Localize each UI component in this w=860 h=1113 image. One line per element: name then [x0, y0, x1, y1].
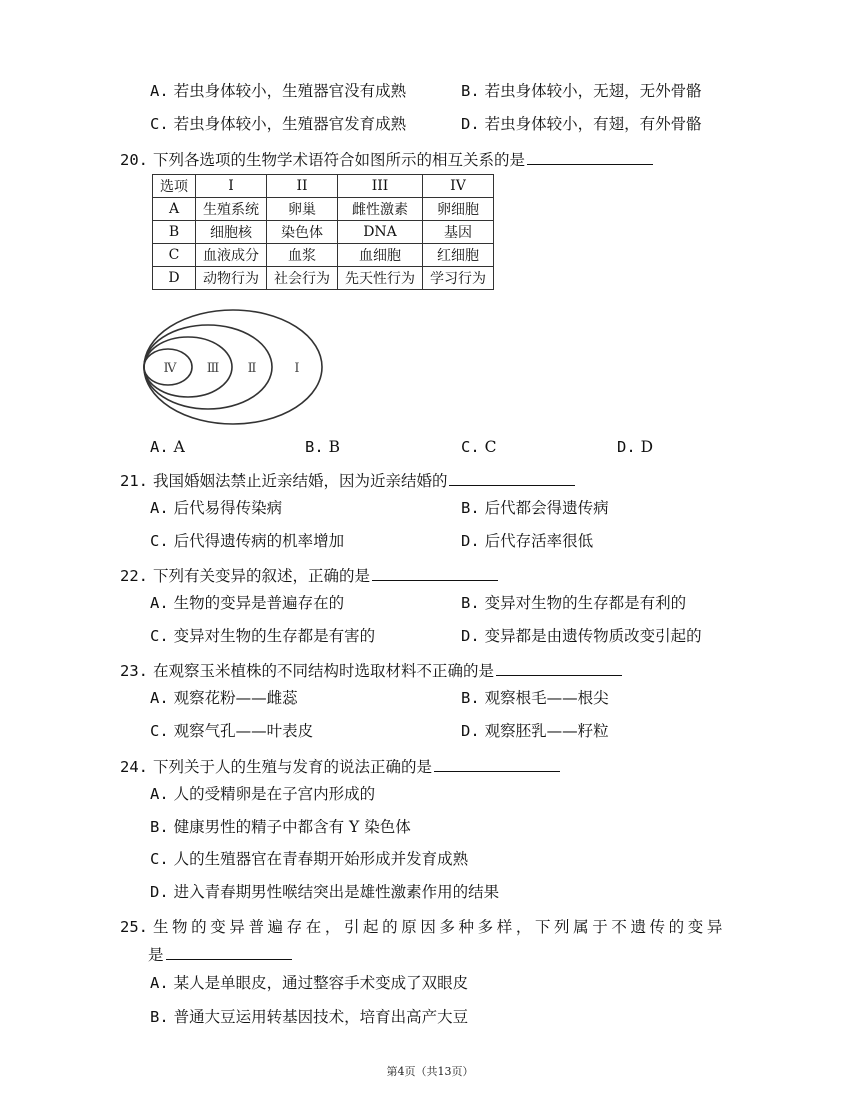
- label-iv: Ⅳ: [163, 361, 177, 376]
- answer-blank: [166, 943, 292, 960]
- q19-option-c: C. 若虫身体较小，生殖器官发育成熟: [150, 115, 407, 133]
- label-ii: Ⅱ: [247, 361, 257, 376]
- q22-stem: 22. 下列有关变异的叙述，正确的是: [120, 564, 498, 587]
- table-header-row: [153, 175, 494, 198]
- q24-option-c: C. 人的生殖器官在青春期开始形成并发育成熟: [150, 850, 469, 868]
- q23-option-a: A. 观察花粉——雌蕊: [150, 689, 298, 707]
- q19-option-d-text: 若虫身体较小，有翅，有外骨骼: [484, 115, 702, 133]
- q20-option-d: D. D: [617, 438, 654, 456]
- table-row: C 血液成分 血浆 血细胞 红细胞: [153, 244, 494, 267]
- question-number: 24.: [120, 758, 148, 776]
- answer-blank: [496, 659, 622, 676]
- question-number: 21.: [120, 472, 148, 490]
- q22-option-a: A. 生物的变异是普遍存在的: [150, 594, 345, 612]
- q20-option-c: C. C: [461, 438, 497, 456]
- q20-table: [152, 174, 494, 290]
- q22-option-d: D. 变异都是由遗传物质改变引起的: [461, 627, 702, 645]
- q25-option-b: B. 普通大豆运用转基因技术，培育出高产大豆: [150, 1008, 469, 1026]
- table-header: IV: [423, 175, 494, 198]
- q25-stem-line2: 是: [148, 943, 292, 966]
- label-iii: Ⅲ: [206, 361, 220, 376]
- q19-option-d: D. 若虫身体较小，有翅，有外骨骼: [461, 115, 702, 133]
- nested-ellipse-diagram: [140, 305, 330, 430]
- answer-blank: [449, 469, 575, 486]
- q25-stem-line1: 25. 生物的变异普遍存在，引起的原因多种多样，下列属于不遗传的变异: [120, 918, 726, 936]
- answer-blank: [527, 148, 653, 165]
- q25-option-a: A. 某人是单眼皮，通过整容手术变成了双眼皮: [150, 974, 469, 992]
- table-header: 选项: [153, 175, 196, 198]
- label-i: Ⅰ: [294, 361, 300, 376]
- q19-option-b-text: 若虫身体较小，无翅，无外骨骼: [484, 82, 702, 100]
- table-row: A 生殖系统 卵巢 雌性激素 卵细胞: [153, 198, 494, 221]
- q24-option-a: A. 人的受精卵是在子宫内形成的: [150, 785, 376, 803]
- q23-option-d: D. 观察胚乳——籽粒: [461, 722, 609, 740]
- q20-option-b: B. B: [305, 438, 340, 456]
- q20-option-a: A. A: [150, 438, 185, 456]
- q22-option-b: B. 变异对生物的生存都是有利的: [461, 594, 687, 612]
- table-row: D 动物行为 社会行为 先天性行为 学习行为: [153, 267, 494, 290]
- q21-option-b: B. 后代都会得遗传病: [461, 499, 609, 517]
- question-number: 22.: [120, 567, 148, 585]
- question-number: 25.: [120, 918, 148, 936]
- q24-option-b: B. 健康男性的精子中都含有 Y 染色体: [150, 818, 411, 836]
- q24-option-d: D. 进入青春期男性喉结突出是雄性激素作用的结果: [150, 883, 500, 901]
- answer-blank: [434, 755, 560, 772]
- q22-option-c: C. 变异对生物的生存都是有害的: [150, 627, 376, 645]
- page-footer: 第4页（共13页）: [386, 1065, 474, 1078]
- q19-option-b: B. 若虫身体较小，无翅，无外骨骼: [461, 82, 702, 100]
- q23-stem: 23. 在观察玉米植株的不同结构时选取材料不正确的是: [120, 659, 622, 682]
- table-header: I: [196, 175, 267, 198]
- table-header: II: [267, 175, 338, 198]
- q23-option-b: B. 观察根毛——根尖: [461, 689, 609, 707]
- q20-stem: 20. 下列各选项的生物学术语符合如图所示的相互关系的是: [120, 148, 653, 171]
- table-row: B 细胞核 染色体 DNA 基因: [153, 221, 494, 244]
- q24-stem: 24. 下列关于人的生殖与发育的说法正确的是: [120, 755, 560, 778]
- table-header: III: [338, 175, 423, 198]
- q19-option-c-text: 若虫身体较小，生殖器官发育成熟: [173, 115, 407, 133]
- question-number: 23.: [120, 662, 148, 680]
- answer-blank: [372, 564, 498, 581]
- q23-option-c: C. 观察气孔——叶表皮: [150, 722, 314, 740]
- q21-stem: 21. 我国婚姻法禁止近亲结婚，因为近亲结婚的: [120, 469, 575, 492]
- q21-option-c: C. 后代得遗传病的机率增加: [150, 532, 345, 550]
- q19-option-a: A. 若虫身体较小，生殖器官没有成熟: [150, 82, 407, 100]
- q21-option-d: D. 后代存活率很低: [461, 532, 594, 550]
- q19-option-a-text: 若虫身体较小，生殖器官没有成熟: [173, 82, 407, 100]
- question-number: 20.: [120, 151, 148, 169]
- q21-option-a: A. 后代易得传染病: [150, 499, 283, 517]
